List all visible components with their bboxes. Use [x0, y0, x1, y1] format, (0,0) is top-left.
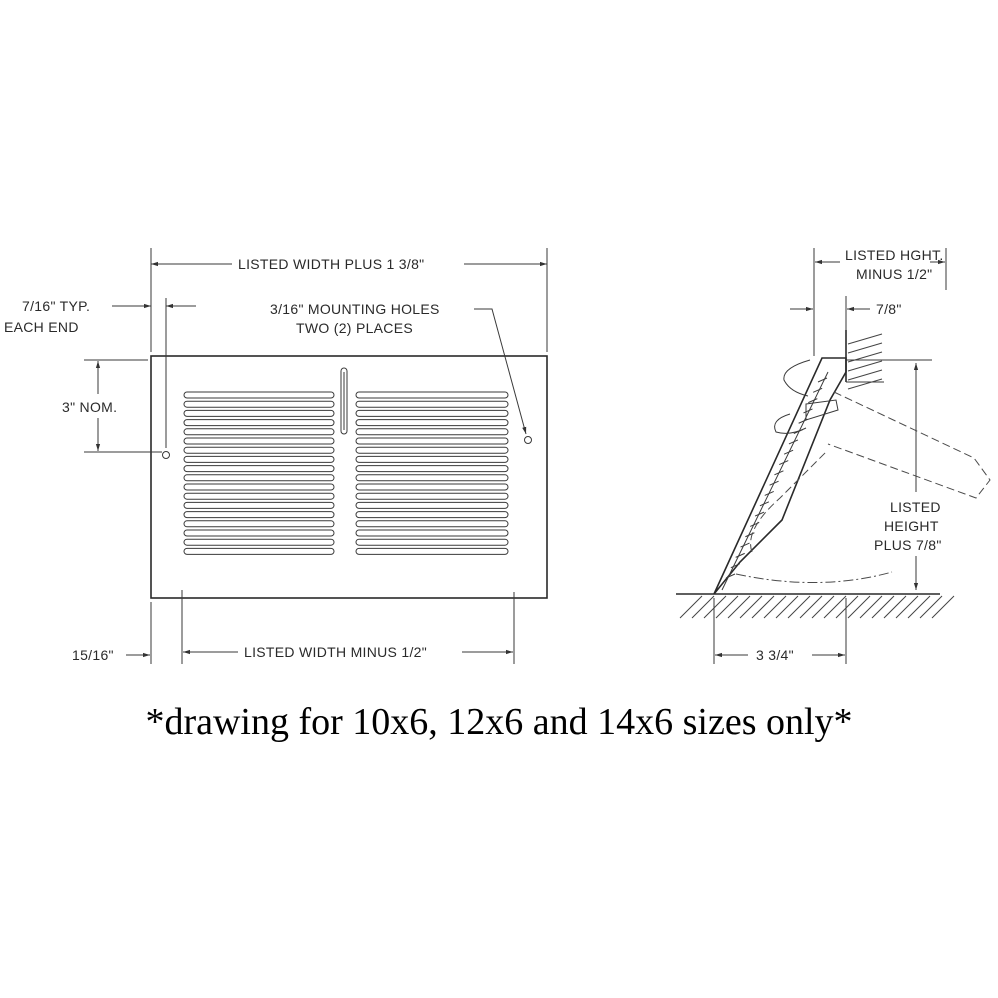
- louver-blade: [184, 410, 334, 416]
- front-view: [4, 248, 547, 664]
- drawing-caption: *drawing for 10x6, 12x6 and 14x6 sizes only*: [145, 701, 853, 743]
- louver-blade: [356, 512, 508, 518]
- height-minus-label-2: MINUS 1/2": [856, 266, 933, 282]
- louver-blade: [184, 447, 334, 453]
- depth-label: 7/8": [876, 301, 902, 317]
- base-label: 3 3/4": [756, 647, 794, 663]
- louver-blade: [356, 456, 508, 462]
- offset-label: 15/16": [72, 647, 114, 663]
- louver-blade: [356, 539, 508, 545]
- louver-blade: [356, 466, 508, 472]
- louver-blade: [356, 420, 508, 426]
- louver-blade: [356, 438, 508, 444]
- louver-blade: [356, 475, 508, 481]
- mounting-hole-left: [163, 452, 170, 459]
- mounting-hole-right: [525, 437, 532, 444]
- typ-end-label-1: 7/16" TYP.: [22, 298, 91, 314]
- height-plus-label-1: LISTED: [890, 499, 941, 515]
- louver-blade: [184, 429, 334, 435]
- swing-arc: [736, 572, 892, 583]
- louver-blade: [184, 392, 334, 398]
- typ-end-label-2: EACH END: [4, 319, 79, 335]
- louver-blade: [356, 530, 508, 536]
- register-body-profile: [714, 358, 846, 594]
- width-minus-label: LISTED WIDTH MINUS 1/2": [244, 644, 428, 660]
- height-minus-label-1: LISTED HGHT.: [845, 247, 944, 263]
- louver-blade: [184, 420, 334, 426]
- louver-blade: [184, 539, 334, 545]
- louver-blade: [356, 548, 508, 554]
- louver-blade: [184, 466, 334, 472]
- nominal-label: 3" NOM.: [62, 399, 118, 415]
- louver-blade: [356, 484, 508, 490]
- louver-blade: [356, 392, 508, 398]
- louver-blade: [356, 410, 508, 416]
- louver-blade: [356, 502, 508, 508]
- width-plus-label: LISTED WIDTH PLUS 1 3/8": [238, 256, 425, 272]
- louver-blade: [356, 521, 508, 527]
- louver-blade: [184, 456, 334, 462]
- louver-blade: [356, 401, 508, 407]
- louver-blade: [356, 493, 508, 499]
- floor-hatch: [680, 596, 954, 618]
- open-damper-outline: [828, 392, 990, 498]
- louver-blade: [356, 447, 508, 453]
- mounting-holes-label-2: TWO (2) PLACES: [296, 320, 413, 336]
- louver-blade: [184, 502, 334, 508]
- louver-blade: [184, 493, 334, 499]
- wall-hatch: [848, 334, 882, 389]
- louver-blade: [184, 548, 334, 554]
- louver-blade: [184, 438, 334, 444]
- louver-blade: [184, 512, 334, 518]
- louver-blade: [356, 429, 508, 435]
- side-view: [676, 247, 990, 664]
- louver-bank-right: [356, 392, 508, 554]
- mounting-holes-label-1: 3/16" MOUNTING HOLES: [270, 301, 440, 317]
- louver-blade: [184, 521, 334, 527]
- louver-blade: [184, 401, 334, 407]
- louver-blade: [184, 475, 334, 481]
- louver-bank-left: [184, 392, 334, 554]
- height-plus-label-3: PLUS 7/8": [874, 537, 942, 553]
- louver-blade: [184, 484, 334, 490]
- louver-blade: [184, 530, 334, 536]
- height-plus-label-2: HEIGHT: [884, 518, 939, 534]
